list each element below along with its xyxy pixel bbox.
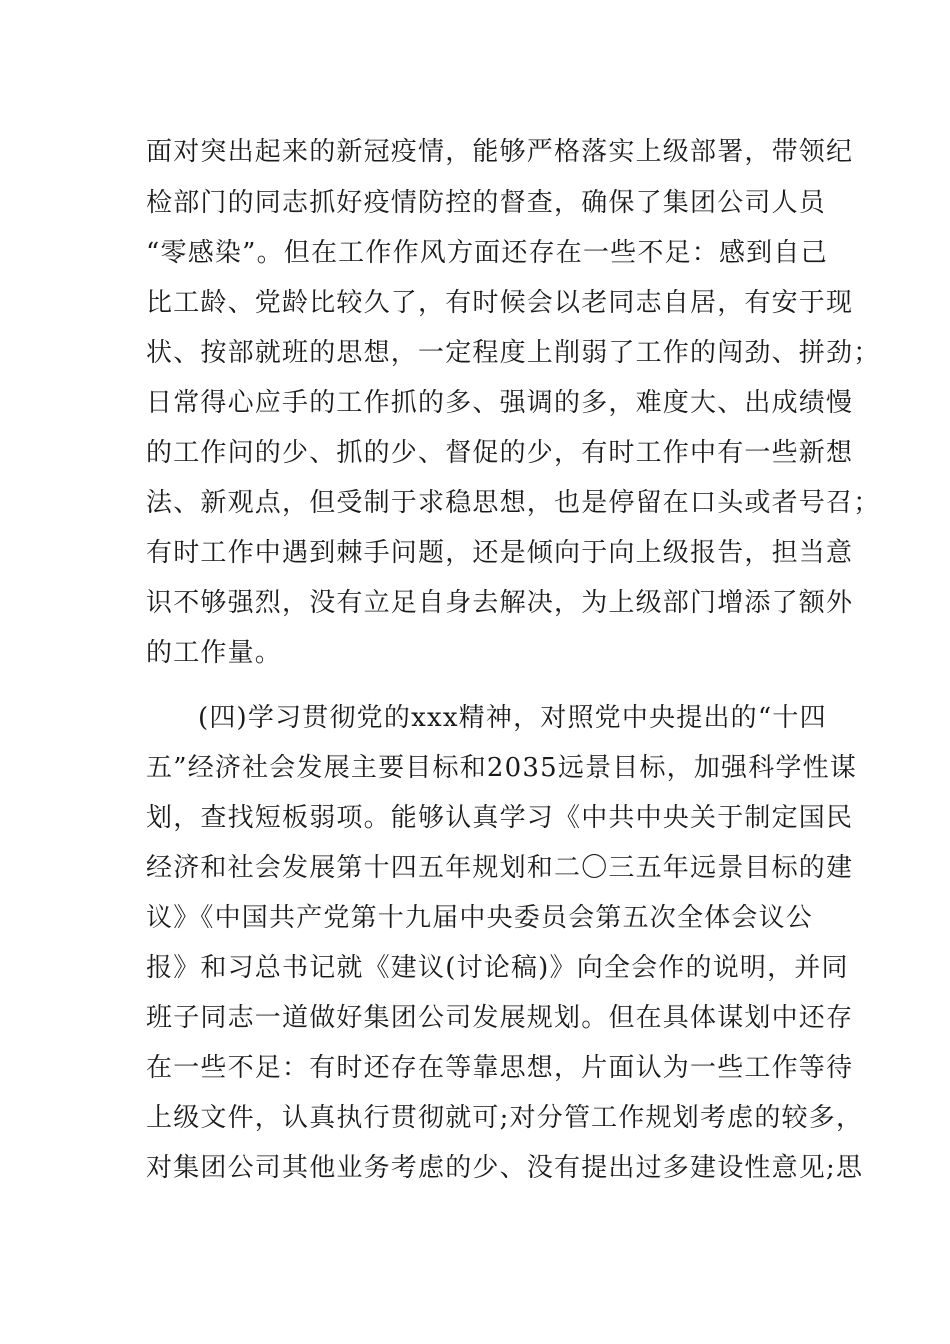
text-line: 对集团公司其他业务考虑的少、没有提出过多建设性意见;思 <box>146 1153 864 1183</box>
text-line: 检部门的同志抓好疫情防控的督查，确保了集团公司人员 <box>146 188 827 218</box>
text-line: “零感染”。但在工作作风方面还存在一些不足：感到自己 <box>146 238 828 268</box>
text-line: 有时工作中遇到棘手问题，还是倾向于向上级报告，担当意 <box>146 538 854 568</box>
text-line: 日常得心应手的工作抓的多、强调的多，难度大、出成绩慢 <box>146 388 854 418</box>
text-line: 法、新观点，但受制于求稳思想，也是停留在口头或者号召； <box>146 488 881 518</box>
text-line: 状、按部就班的思想，一定程度上削弱了工作的闯劲、拼劲； <box>146 338 881 368</box>
text-line: 的工作问的少、抓的少、督促的少，有时工作中有一些新想 <box>146 438 854 468</box>
text-line: 班子同志一道做好集团公司发展规划。但在具体谋划中还存 <box>146 1003 854 1033</box>
text-line: 议》《中国共产党第十九届中央委员会第五次全体会议公 <box>146 903 814 933</box>
text-line: 报》和习总书记就《建议(讨论稿)》向全会作的说明，并同 <box>146 953 849 983</box>
text-line: (四)学习贯彻党的xxx精神，对照党中央提出的“十四 <box>198 703 827 733</box>
text-line: 的工作量。 <box>146 638 283 668</box>
text-line: 在一些不足：有时还存在等靠思想，片面认为一些工作等待 <box>146 1053 854 1083</box>
text-line: 上级文件，认真执行贯彻就可;对分管工作规划考虑的较多， <box>146 1103 864 1133</box>
text-line: 比工龄、党龄比较久了，有时候会以老同志自居，有安于现 <box>146 288 854 318</box>
text-line: 经济和社会发展第十四五年规划和二〇三五年远景目标的建 <box>146 853 854 883</box>
text-line: 识不够强烈，没有立足自身去解决，为上级部门增添了额外 <box>146 588 854 618</box>
text-line: 划，查找短板弱项。能够认真学习《中共中央关于制定国民 <box>146 803 854 833</box>
text-line: 面对突出起来的新冠疫情，能够严格落实上级部署，带领纪 <box>146 137 854 167</box>
text-line: 五”经济社会发展主要目标和2035远景目标，加强科学性谋 <box>146 753 858 783</box>
